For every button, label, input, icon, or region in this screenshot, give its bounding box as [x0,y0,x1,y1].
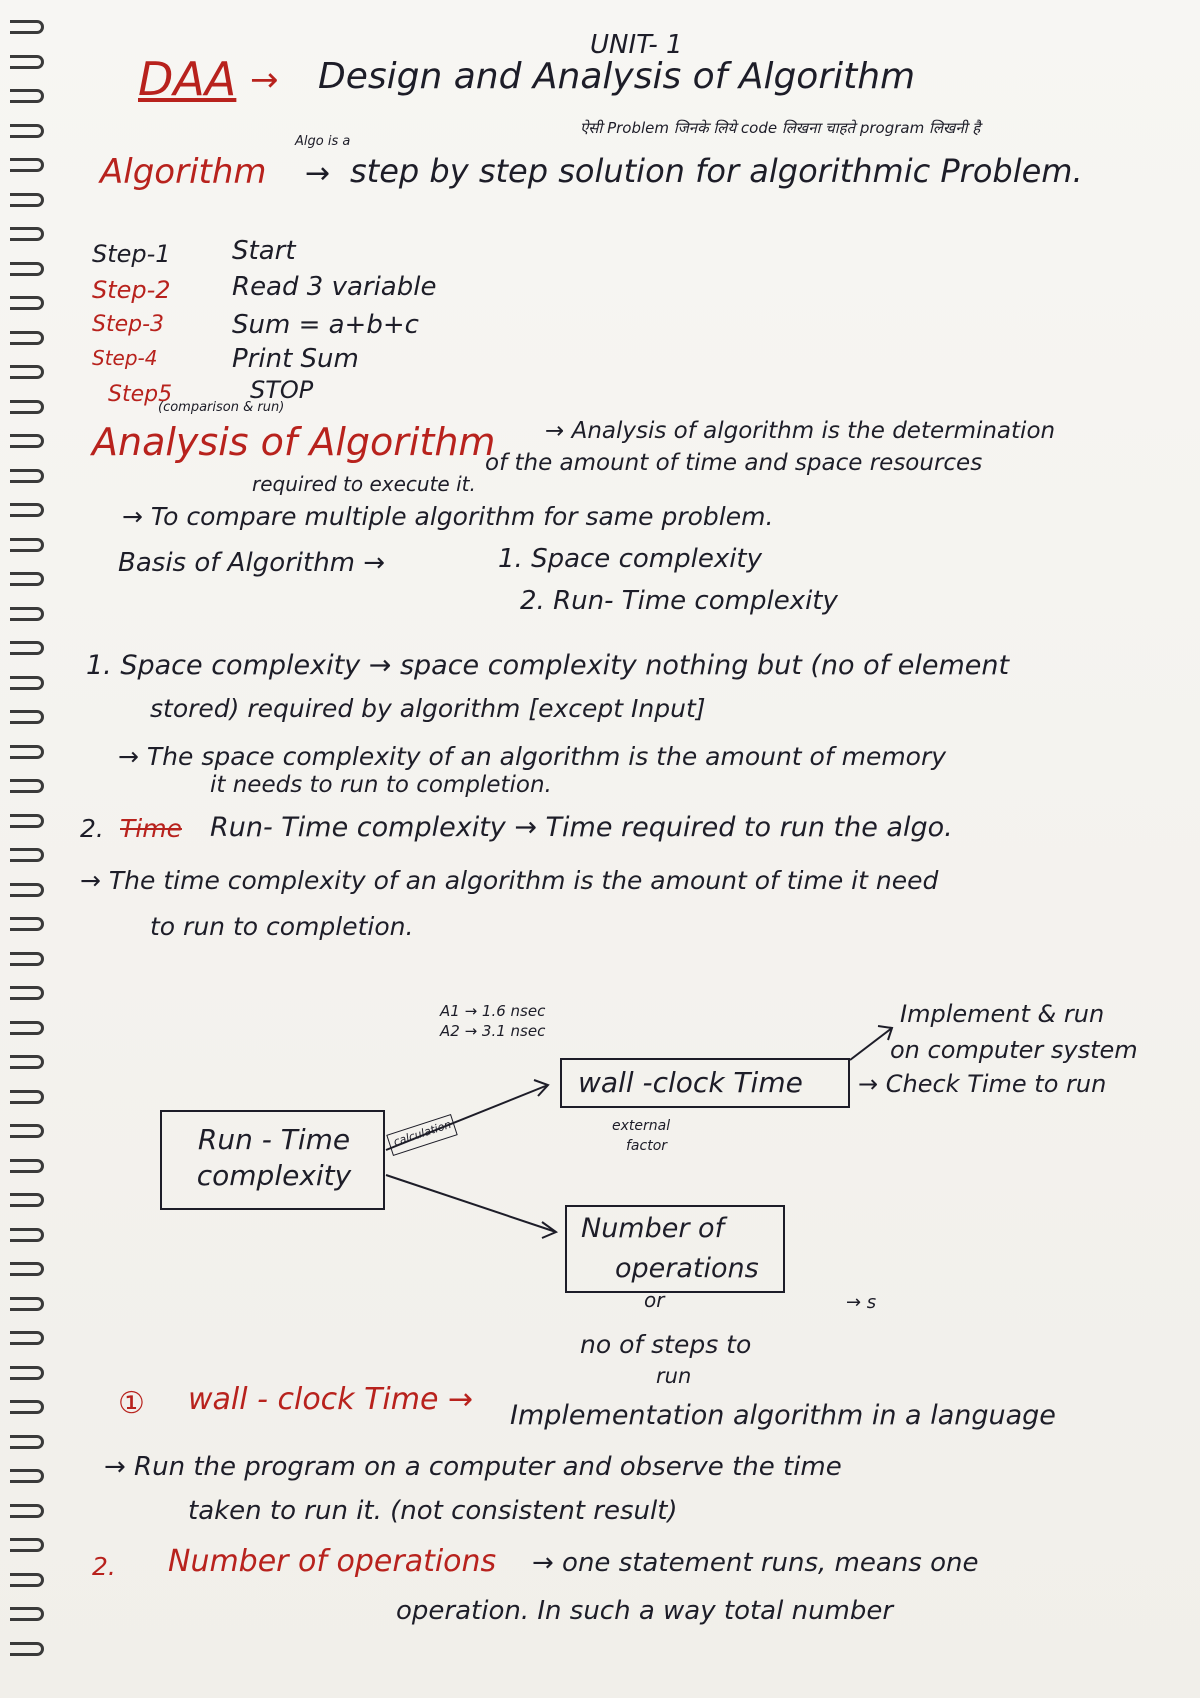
wallclock-line: → Run the program on a computer and observe the time [104,1452,842,1482]
algorithm-arrow: → [305,156,331,191]
arrow-to-operations [386,1175,556,1232]
unit-heading: UNIT- 1 [590,30,683,60]
space-line: → The space complexity of an algorithm is the amount of memory [118,742,947,771]
space-line: 1. Space complexity → space complexity nothing but (no of element [86,650,1010,681]
numops-line: operation. In such a way total number [396,1596,894,1626]
diagram-a2: A2 → 3.1 nsec [440,1022,546,1040]
arrow-to-wall-clock [386,1085,548,1150]
title-abbr: DAA [138,52,237,106]
arrow-to-implement [850,1028,892,1060]
step-label: Step-1 [92,240,171,268]
wallclock-line: taken to run it. (not consistent result) [188,1496,678,1526]
space-line: stored) required by algorithm [except Input] [150,694,706,723]
step-label: Step-3 [92,312,165,337]
analysis-line: → Analysis of algorithm is the determination [545,418,1056,444]
space-line: it needs to run to completion. [210,772,552,798]
operations-label: operations [615,1253,759,1284]
runtime-num: 2. [80,814,104,843]
basis-label: Basis of Algorithm → [118,548,386,578]
basis-item: 2. Run- Time complexity [520,586,838,616]
calculation-label: calculation [391,1117,453,1149]
hindi-note: ऐसी Problem जिनके लिये code लिखना चाहते program लिखनी है [580,119,981,137]
diagram-check: → Check Time to run [858,1070,1107,1098]
analysis-term: Analysis of Algorithm [92,420,496,464]
analysis-line: required to execute it. [252,472,476,496]
operations-label: Number of [581,1213,725,1244]
runtime-line: Run- Time complexity → Time required to run the algo. [210,812,953,843]
wallclock-term: wall - clock Time → [188,1382,474,1417]
external-factor: external [612,1118,671,1134]
algorithm-definition: step by step solution for algorithmic Problem. [350,152,1083,190]
run-time-label: Run - Time complexity [196,1123,352,1192]
diagram-implement: on computer system [890,1036,1138,1064]
wallclock-text: Implementation algorithm in a language [510,1400,1056,1431]
diagram-implement: Implement & run [900,1000,1105,1028]
diagram-a1: A1 → 1.6 nsec [440,1002,546,1020]
basis-item: 1. Space complexity [498,544,763,574]
comparison-note: (comparison & run) [158,400,285,415]
step-text: Read 3 variable [232,272,437,302]
step-text: Start [232,236,296,266]
runtime-line: → The time complexity of an algorithm is the amount of time it need [80,866,939,895]
step-label: Step5 [108,382,173,407]
step-label: Step-2 [92,276,171,304]
operations-s: → s [846,1292,877,1313]
runtime-line: to run to completion. [150,912,414,941]
steps-to-run: no of steps to [580,1330,752,1359]
analysis-compare: → To compare multiple algorithm for same problem. [122,502,774,531]
wallclock-num: ① [118,1386,145,1421]
step-text: Print Sum [232,344,359,374]
step-text: Sum = a+b+c [232,310,419,340]
operations-or: or [644,1288,665,1312]
steps-to-run: run [656,1364,692,1388]
numops-num: 2. [92,1552,116,1581]
step-text: STOP [250,376,314,404]
algo-note: Algo is a [295,134,351,149]
title-arrow: → [250,60,279,100]
runtime-struck: Time [120,814,182,843]
step-label: Step-4 [92,346,158,370]
numops-text: → one statement runs, means one [532,1548,979,1578]
external-factor: factor [626,1138,668,1154]
numops-term: Number of operations [168,1544,497,1579]
title-full: Design and Analysis of Algorithm [318,56,916,97]
algorithm-term: Algorithm [100,152,267,192]
wall-clock-label: wall -clock Time [578,1066,803,1099]
analysis-line: of the amount of time and space resources [485,450,983,476]
